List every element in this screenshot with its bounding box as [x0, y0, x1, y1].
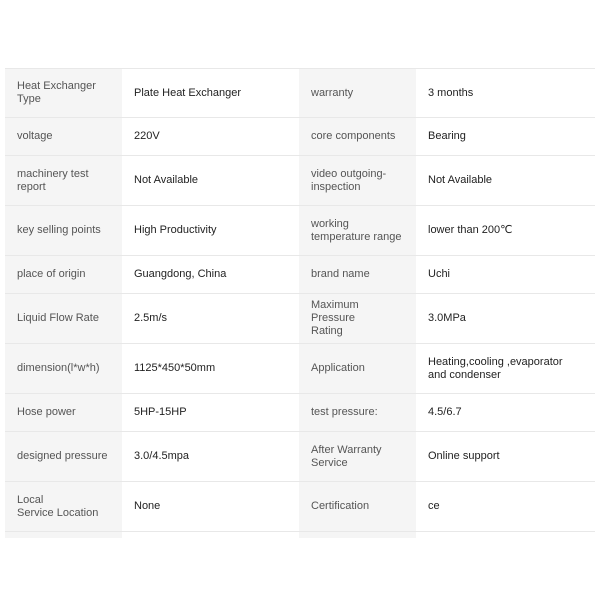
- spec-value: 220V: [122, 118, 299, 156]
- spec-label: brand name: [299, 256, 416, 294]
- spec-value: 3.0/4.5mpa: [122, 432, 299, 482]
- spec-value: Plate Heat Exchanger: [122, 69, 299, 118]
- spec-label: Certification: [299, 482, 416, 532]
- table-row: [5, 156, 595, 206]
- spec-label: place of origin: [5, 256, 122, 294]
- spec-value: Not Available: [122, 156, 299, 206]
- spec-value: 1125*450*50mm: [122, 344, 299, 394]
- spec-label: voltage: [5, 118, 122, 156]
- spec-value: 3.0MPa: [416, 294, 595, 344]
- spec-value: Guangdong, China: [122, 256, 299, 294]
- spec-table: [5, 68, 595, 538]
- spec-label: Application: [299, 344, 416, 394]
- table-row: [5, 294, 595, 344]
- spec-label: Liquid Flow Rate: [5, 294, 122, 344]
- spec-label-cut: [299, 532, 416, 538]
- spec-value-cut: [122, 532, 299, 538]
- spec-value: Heating,cooling ,evaporator and condenser: [416, 344, 595, 394]
- spec-value-cut: [416, 532, 595, 538]
- spec-value: 2.5m/s: [122, 294, 299, 344]
- table-row: [5, 206, 595, 256]
- spec-label: Hose power: [5, 394, 122, 432]
- spec-label: key selling points: [5, 206, 122, 256]
- spec-label: core components: [299, 118, 416, 156]
- spec-value: 5HP-15HP: [122, 394, 299, 432]
- spec-label-cut: [5, 532, 122, 538]
- table-row-continuation: [5, 532, 595, 538]
- spec-value: ce: [416, 482, 595, 532]
- spec-label: test pressure:: [299, 394, 416, 432]
- spec-value: High Productivity: [122, 206, 299, 256]
- spec-label: Local Service Location: [5, 482, 122, 532]
- table-row: [5, 256, 595, 294]
- spec-label: warranty: [299, 69, 416, 118]
- table-row: [5, 432, 595, 482]
- spec-label: dimension(l*w*h): [5, 344, 122, 394]
- spec-label: Heat Exchanger Type: [5, 69, 122, 118]
- spec-label: After Warranty Service: [299, 432, 416, 482]
- table-row: [5, 118, 595, 156]
- table-row: [5, 394, 595, 432]
- spec-value: lower than 200℃: [416, 206, 595, 256]
- table-row: [5, 69, 595, 118]
- spec-value: Uchi: [416, 256, 595, 294]
- spec-value: Online support: [416, 432, 595, 482]
- spec-value: Not Available: [416, 156, 595, 206]
- spec-value: 3 months: [416, 69, 595, 118]
- spec-value: None: [122, 482, 299, 532]
- spec-value: 4.5/6.7: [416, 394, 595, 432]
- table-row: [5, 344, 595, 394]
- spec-label: Maximum Pressure Rating: [299, 294, 416, 344]
- spec-value: Bearing: [416, 118, 595, 156]
- spec-label: designed pressure: [5, 432, 122, 482]
- table-row: [5, 482, 595, 532]
- spec-label: machinery test report: [5, 156, 122, 206]
- spec-label: working temperature range: [299, 206, 416, 256]
- spec-label: video outgoing- inspection: [299, 156, 416, 206]
